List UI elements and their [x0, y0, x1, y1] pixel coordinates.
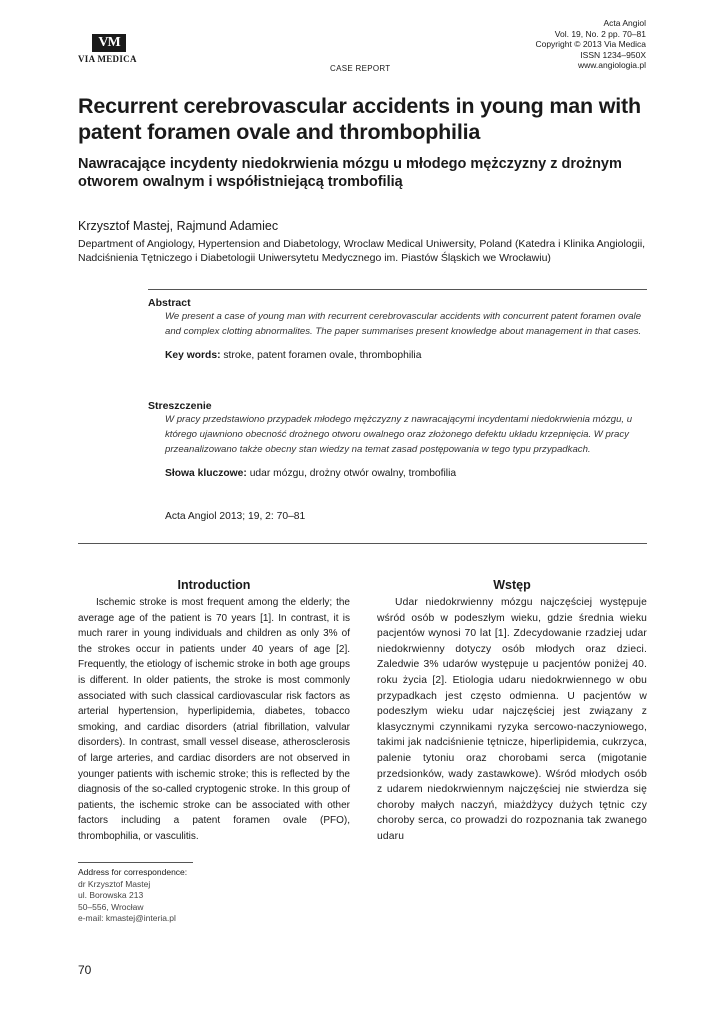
journal-issn: ISSN 1234–950X — [580, 49, 646, 60]
section-label: CASE REPORT — [330, 64, 391, 73]
introduction-column — [78, 576, 350, 845]
keywords-value: stroke, patent foramen ovale, thrombophilia — [223, 350, 422, 361]
abstract-text: We present a case of young man with recurrent cerebrovascular accidents with concurrent patent foramen ovale and complex clotting abnormalites. The paper summarises present knowledge about management in that cases. — [165, 311, 642, 337]
publisher-logo — [78, 34, 148, 64]
journal-volume: Vol. 19, No. 2 pp. 70–81 — [554, 28, 646, 39]
abstract-bottom-rule — [78, 543, 647, 544]
correspondence-name: dr Krzysztof Mastej — [78, 878, 151, 889]
correspondence-email[interactable]: e-mail: kmastej@interia.pl — [78, 913, 176, 924]
logo-text: VIA MEDICA — [78, 54, 137, 64]
footnote-rule — [78, 862, 193, 863]
polish-keywords-value: udar mózgu, drożny otwór owalny, trombofilia — [249, 468, 457, 479]
article-title: Recurrent cerebrovascular accidents in young man with patent foramen ovale and thrombophilia — [78, 94, 641, 144]
keywords-label: Key words: — [165, 350, 221, 361]
journal-name: Acta Angiol — [603, 18, 646, 28]
article-title-polish: Nawracające incydenty niedokrwienia mózgu u młodego mężczyzny z drożnym otworem owalnym i współistniejącą trombofilią — [78, 156, 622, 190]
polish-keywords-label: Słowa kluczowe: — [165, 468, 247, 479]
journal-copyright: Copyright © 2013 Via Medica — [535, 39, 646, 50]
logo-mark: VM — [92, 34, 126, 52]
affiliation: Department of Angiology, Hypertension and Diabetology, Wroclaw Medical Uniwersity, Poland (Katedra i Klinika Angiologii, Nadciśnienia Tętniczego i Diabetologii Uniwersytetu Medycznego im. Piastów Śląskich we Wrocławiu) — [78, 238, 646, 264]
citation: Acta Angiol 2013; 19, 2: 70–81 — [165, 511, 306, 522]
streszczenie-text: W pracy przedstawiono przypadek młodego mężczyzny z nawracającymi incydentami niedokrwienia mózgu, u którego ujawniono obecność drożnego otworu owalnego oraz złożonego defektu układu krzepnięcia. W pracy przeanalizowano także obecny stan wiedzy na temat zasad postępowania w tego typu przypadkach. — [165, 414, 633, 455]
introduction-heading: Introduction — [177, 578, 251, 592]
journal-website[interactable]: www.angiologia.pl — [577, 60, 646, 71]
correspondence-address — [78, 867, 187, 925]
streszczenie-heading: Streszczenie — [148, 400, 212, 412]
wstep-text: Udar niedokrwienny mózgu najczęściej występuje wśród osób w podeszłym wieku, gdzie średnia wieku pacjentów wynosi 70 lat [1]. Zdecydowanie rzadziej udar niedokrwienny dotyczy osób młodych oraz dzieci. Zaledwie 3% udarów występuje u pacjentów poniżej 40. roku życia [2]. Etiologia udaru niedokrwiennego w obu przypadkach jest często odmienna. U pacjentów w podeszłym wieku udar najczęściej jest związany z klasycznymi czynnikami ryzyka sercowo-naczyniowego, takimi jak nadciśnienie tętnicze, hiperlipidemia, cukrzyca, palenie tytoniu oraz chorobami serca (migotanie przedsionków, wady zastawkowe). Wśród młodych osób z udarem niedokrwiennym najczęściej nie stwierdza się choroby małych naczyń, miażdżycy dużych tętnic czy choroby serca, co prowadzi do rozpoznania tak zwanego udaru — [377, 597, 647, 842]
abstract-top-rule — [148, 289, 647, 290]
wstep-column — [377, 576, 647, 845]
introduction-text: Ischemic stroke is most frequent among the elderly; the average age of the patient is 70 years [1]. In contrast, it is much rarer in young individuals and children as only 3% of the strokes occur in patients under 40 years of age [2]. Frequently, the etiology of ischemic stroke in both age groups is different. In older patients, the stroke is most commonly associated with such classical cardiovascular risk factors as arterial hypertension, hyperlipidemia, diabetes, tobacco smoking, and cardiac disorders (atrial fibrillation, valvular disorders). In contrast, small vessel disease, atherosclerosis of large arteries, and cardiac disorders are not observed in younger patients with ischemic stroke; this is reflected by the diagnosis of the so-called cryptogenic stroke. In this group of patients, the ischemic stroke can be associated with other factors including a patent foramen ovale (PFO), thrombophilia, or vasculitis. — [78, 597, 350, 842]
abstract — [148, 297, 646, 363]
keywords — [165, 349, 646, 363]
wstep-heading: Wstęp — [493, 578, 531, 592]
authors: Krzysztof Mastej, Rajmund Adamiec — [78, 219, 279, 233]
polish-keywords — [165, 467, 646, 481]
page-number: 70 — [78, 963, 92, 977]
streszczenie — [148, 400, 646, 481]
correspondence-city: 50–556, Wrocław — [78, 901, 144, 912]
abstract-heading: Abstract — [148, 297, 191, 309]
correspondence-street: ul. Borowska 213 — [78, 890, 144, 901]
journal-info — [535, 18, 646, 71]
correspondence-label: Address for correspondence: — [78, 867, 188, 877]
